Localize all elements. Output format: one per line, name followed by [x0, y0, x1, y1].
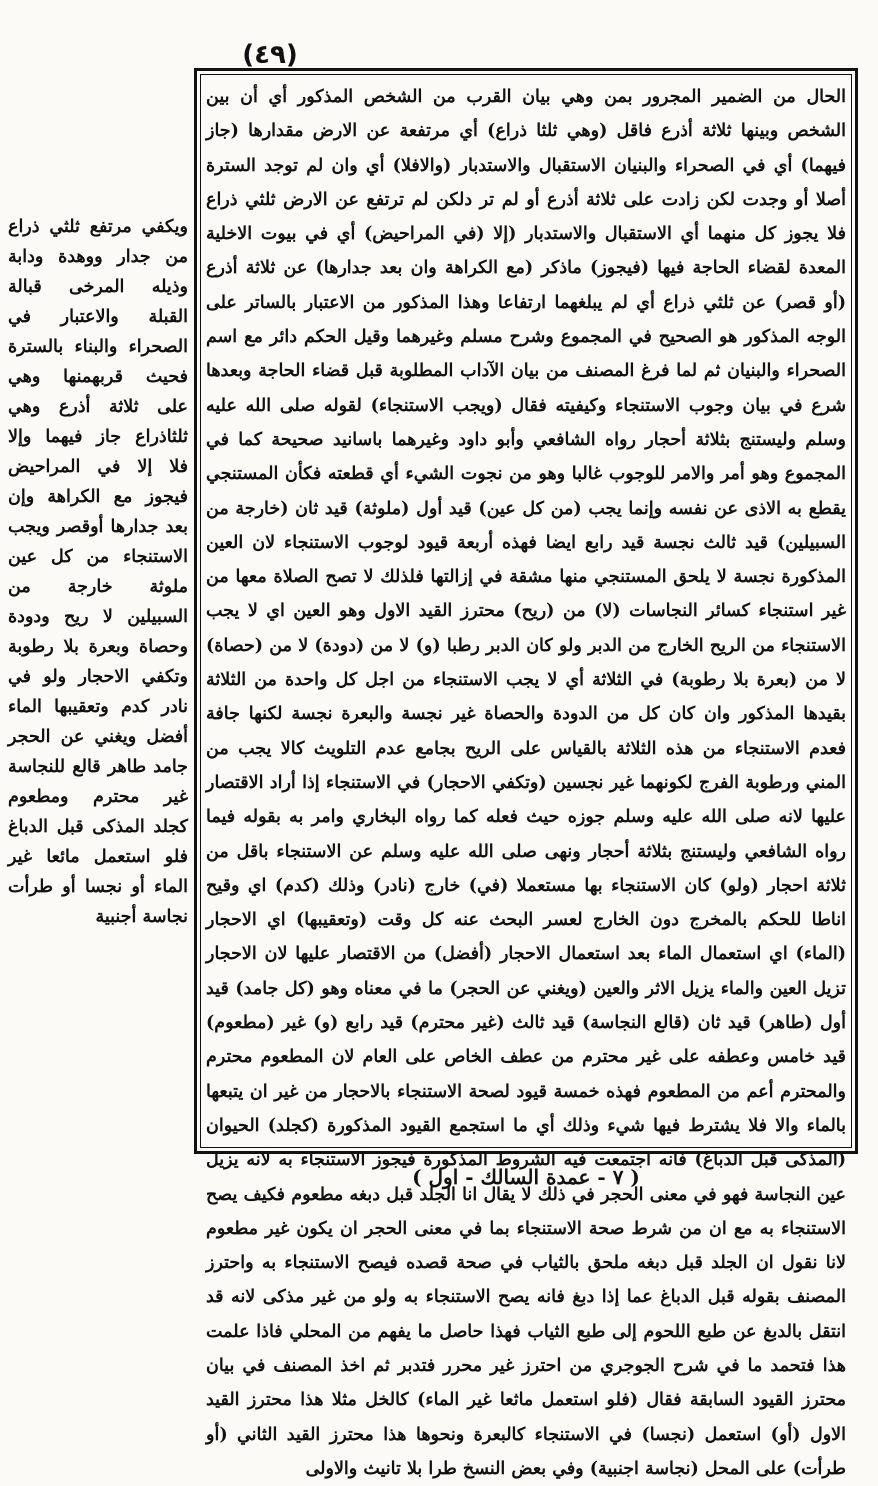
footer-signature: ( ٧ - عمدة السالك - اول ): [412, 1165, 640, 1189]
matn-paragraph: ويكفي مرتفع ثلثي ذراع من جدار ووهدة ودابة وذيله المرخى قبالة القبلة والاعتبار في الصحراء والبناء بالسترة فحيث قربهمنها وهي على ثلاثة أذرع وهي ثلثاذراع جاز فيهما وإلا فلا إلا في المراحيض فيجوز مع الكراهة وإن بعد جدارها أوقصر ويجب الاستنجاء من كل عين ملوثة خارجة من السبيلين لا ريح ودودة وحصاة وبعرة بلا رطوبة وتكفي الاحجار ولو في نادر كدم وتعقيبها الماء أفضل ويغني عن الحجر جامد طاهر قالع للنجاسة غير محترم ومطعوم كجلد المذكى قبل الدباغ فلو استعمل مائعا غير الماء أو نجسا أو طرأت نجاسة أجنبية: [8, 217, 188, 927]
page-number: (٤٩): [242, 40, 298, 70]
margin-matn-text: [8, 212, 188, 932]
commentary-paragraph: الحال من الضمير المجرور بمن وهي بيان القرب من الشخص المذكور أي أن بين الشخص وبينها ثلاثة أذرع فاقل (وهي ثلثا ذراع) أي مرتفعة عن الارض مقدارها (جاز فيهما) أي في الصحراء والبنيان الاستقبال والاستدبار (والافلا) أي وان لم توجد السترة أصلا أو وجدت لكن زادت على ثلاثة أذرع أو لم تر دلكن لم ترتفع عن الارض ثلثي ذراع فلا يجوز كل منهما أي الاستقبال والاستدبار (إلا (في المراحيض) أي في بيوت الاخلية المعدة لقضاء الحاجة فيها (فيجوز) ماذكر (مع الكراهة وان بعد جدارها) عن ثلاثة أذرع (أو قصر) عن ثلثي ذراع أي لم يبلغهما ارتفاعا وهذا المذكور من الاعتبار بالساتر على الوجه المذكور هو الصحيح في المجموع وشرح مسلم وغيرهما وقيل الحكم دائر مع اسم الصحراء والبنيان ثم لما فرغ المصنف من بيان الآداب المطلوبة قبل قضاء الحاجة وبعدها شرع في بيان وجوب الاستنجاء وكيفيته فقال (ويجب الاستنجاء) لقوله صلى الله عليه وسلم وليستنج بثلاثة أحجار رواه الشافعي وأبو داود وغيرهما باسانيد صحيحة كما في المجموع وهو أمر والامر للوجوب غالبا وهو من نجوت الشيء أي قطعته فكأن المستنجي يقطع به الاذى عن نفسه وإنما يجب (من كل عين) قيد أول (ملوثة) قيد ثان (خارجة من السبيلين) قيد ثالث نجسة قيد رابع ايضا فهذه أربعة قيود لوجوب الاستنجاء لان العين المذكورة نجسة لا يلحق المستنجي منها مشقة في إزالتها فلذلك لا تصح الصلاة معها من غير استنجاء كسائر النجاسات (لا) من (ريح) محترز القيد الاول وهو العين اي لا يجب الاستنجاء من الريح الخارج من الدبر ولو كان الدبر رطبا (و) لا من (دودة) لا من (حصاة) لا من (بعرة بلا رطوبة) في الثلاثة أي لا يجب الاستنجاء من اجل كل واحدة من الثلاثة بقيدها المذكور وان كان كل من الدودة والحصاة غير نجسة والبعرة نجسة لكنها جافة فعدم الاستنجاء من هذه الثلاثة بالقياس على الريح بجامع عدم التلويث كالا يجب من المني ورطوبة الفرج لكونهما غير نجسين (وتكفي الاحجار) في الاستنجاء إذا أراد الاقتصار عليها لانه صلى الله عليه وسلم جوزه حيث فعله كما رواه البخاري وامر به بقوله فيما رواه الشافعي وليستنج بثلاثة أحجار ونهى صلى الله عليه وسلم عن الاستنجاء باقل من ثلاثة احجار (ولو) كان الاستنجاء بها مستعملا (في) خارج (نادر) وذلك (كدم) اي وقيح اناطا للحكم بالمخرج دون الخارج لعسر البحث عنه كل وقت (وتعقيبها) اي الاحجار (الماء) اي استعمال الماء بعد استعمال الاحجار (أفضل) من الاقتصار عليها لان الاحجار تزيل العين والماء يزيل الاثر والعين (ويغني عن الحجر) ما في معناه وهو (كل جامد) قيد أول (طاهر) قيد ثان (قالع النجاسة) قيد ثالث (غير محترم) قيد رابع (و) غير (مطعوم) قيد خامس وعطفه على غير محترم من عطف الخاص على العام لان المطعوم محترم والمحترم أعم من المطعوم فهذه خمسة قيود لصحة الاستنجاء بالاحجار من غير ان يتبعها بالماء والا فلا يشترط فيها شيء وذلك أي ما استجمع القيود المذكورة (كجلد) الحيوان (المذكى قبل الدباغ) فانه اجتمعت فيه الشروط المذكورة فيجوز الاستنجاء به لانه يزيل عين النجاسة فهو في معنى الحجر في ذلك لا يقال انا الجلد قبل دبغه مطعوم فكيف يصح الاستنجاء به مع ان من شرط صحة الاستنجاء بما في معنى الحجر ان يكون غير مطعوم لانا نقول ان الجلد قبل دبغه ملحق بالثياب في صحة قصده فيصح الاستنجاء به واحترز المصنف بقوله قبل الدباغ عما إذا دبغ فانه يصح الاستنجاء به ولو من غير مذكى لانه قد انتقل بالدبغ عن طبع اللحوم إلى طبع الثياب فهذا حاصل ما يفهم من المحلي فاذا علمت هذا فتحمد ما في شرح الجوجري من احترز غير محرر فتدبر ثم اخذ المصنف في بيان محترز القيود السابقة فقال (فلو استعمل ماثعا غير الماء) كالخل مثلا هذا محترز القيد الاول (أو) استعمل (نجسا) في الاستنجاء كالبعرة ونحوها هذا محترز القيد الثاني (أو طرأت) على المحل (نجاسة اجنبية) وفي بعض النسخ طرا بلا تانيث والاولى: [206, 87, 846, 1479]
